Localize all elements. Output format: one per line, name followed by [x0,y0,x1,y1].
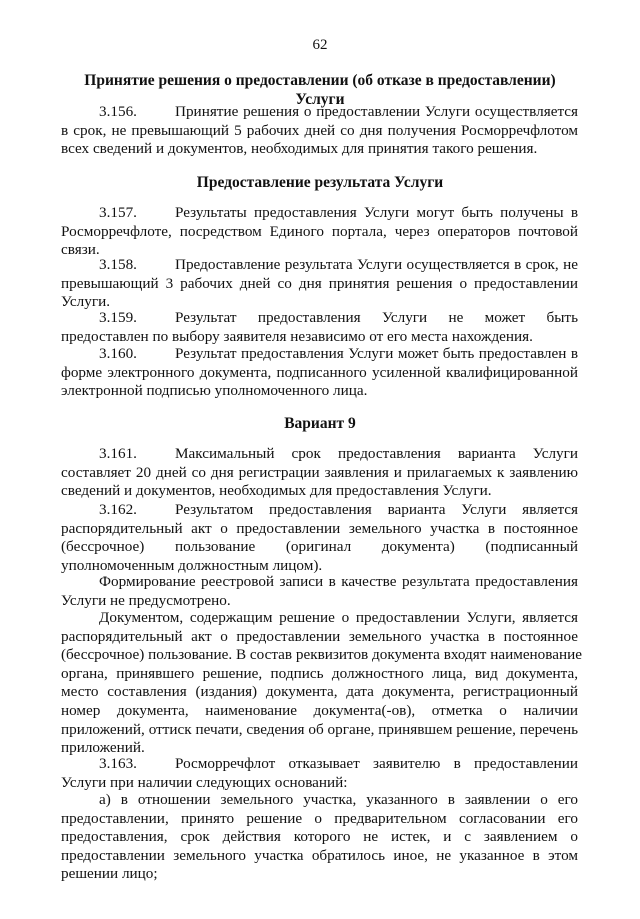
paragraph-number: 3.163. [99,755,137,772]
paragraph-line: распорядительный акт о предоставлении земельного участка в постоянное [61,519,578,537]
paragraph-line: (бессрочное) пользование (оригинал документа) (подписанный [61,538,578,556]
paragraph-line: 3.160. Результат предоставления Услуги может быть предоставлен в [99,345,578,362]
paragraph-line: предоставления, срок действия которого не истек, и с заявлением о [61,828,578,846]
paragraph-line: распорядительный акт о предоставлении земельного участка в постоянное [61,627,578,645]
paragraph-line: предоставлении земельного участка обратилось иное, не указанное в этом [61,846,578,864]
paragraph-line: Росморречфлоте, посредством Единого портала, через операторов почтовой [61,222,578,240]
paragraph-item-a [61,791,578,884]
paragraph-number: 3.158. [99,256,137,273]
paragraph-3-158 [61,256,578,312]
paragraph-number: 3.156. [99,103,137,120]
paragraph-line: место составления (издания) документа, дата документа, регистрационный [61,683,578,701]
paragraph-line: Документом, содержащим решение о предоставлении Услуги, является [99,609,578,626]
paragraph-line: приложений. [61,739,145,757]
page-number: 62 [312,37,328,53]
paragraph-line: составляет 20 дней со дня регистрации заявления и прилагаемых к заявлению [61,463,578,481]
paragraph-line: в срок, не превышающий 5 рабочих дней со дня получения Росморречфлотом [61,121,578,139]
paragraph-number: 3.157. [99,204,137,221]
paragraph-line: номер документа, наименование документа(-ов), отметка о наличии [61,701,578,719]
paragraph-line: Услуги при наличии следующих оснований: [61,773,348,791]
paragraph-3-159 [61,309,578,346]
paragraph-3-156 [61,103,578,159]
paragraph-3-161 [61,445,578,501]
paragraph-line: предоставлен по выбору заявителя независимо от его места нахождения. [61,327,533,345]
paragraph-line: Услуги. [61,293,110,311]
paragraph-line: 3.162. Результатом предоставления варианта Услуги является [99,501,578,518]
paragraph-3-160 [61,345,578,401]
paragraph-number: 3.161. [99,445,137,462]
section-heading-decision: Принятие решения о предоставлении (об отказе в предоставлении) Услуги [84,72,556,108]
paragraph-line: 3.156. Принятие решения о предоставлении Услуги осуществляется [99,103,578,120]
paragraph-number: 3.162. [99,501,137,518]
paragraph-line: решении лицо; [61,865,158,883]
paragraph-line: сведений и документов, необходимых для предоставления Услуги. [61,482,492,500]
paragraph-line: предоставлении, принято решение о предварительном согласовании его [61,809,578,827]
paragraph-3-163 [61,755,578,792]
paragraph-line: (бессрочное) пользование. В состав реквизитов документа входят наименование [61,646,582,664]
paragraph-line: связи. [61,241,100,259]
paragraph-line: превышающий 3 рабочих дней со дня принятия решения о предоставлении [61,274,578,292]
paragraph-registry [61,573,578,610]
paragraph-number: 3.159. [99,309,137,326]
section-heading-variant-9: Вариант 9 [284,415,356,432]
paragraph-line: всех сведений и документов, необходимых для принятия такого решения. [61,140,538,158]
paragraph-line: а) в отношении земельного участка, указанного в заявлении о его [99,791,578,808]
paragraph-3-162 [61,501,578,575]
paragraph-line: 3.159. Результат предоставления Услуги не может быть [99,309,578,326]
paragraph-line: 3.161. Максимальный срок предоставления варианта Услуги [99,445,578,462]
paragraph-line: форме электронного документа, подписанного усиленной квалифицированной [61,363,578,381]
paragraph-line: Услуги не предусмотрено. [61,591,231,609]
paragraph-line: электронной подписью уполномоченного лица. [61,382,368,400]
paragraph-line: органа, принявшего решение, подпись должностного лица, вид документа, [61,664,578,682]
paragraph-line: Формирование реестровой записи в качестве результата предоставления [99,573,578,590]
paragraph-number: 3.160. [99,345,137,362]
section-heading-result: Предоставление результата Услуги [196,174,444,191]
paragraph-line: 3.157. Результаты предоставления Услуги могут быть получены в [99,204,578,221]
paragraph-3-157 [61,204,578,260]
paragraph-line: уполномоченным должностным лицом). [61,556,323,574]
paragraph-document [61,609,582,758]
paragraph-line: приложений, оттиск печати, сведения об органе, принявшем решение, перечень [61,720,578,738]
paragraph-line: 3.158. Предоставление результата Услуги осуществляется в срок, не [99,256,578,273]
paragraph-line: 3.163. Росморречфлот отказывает заявителю в предоставлении [99,755,578,772]
